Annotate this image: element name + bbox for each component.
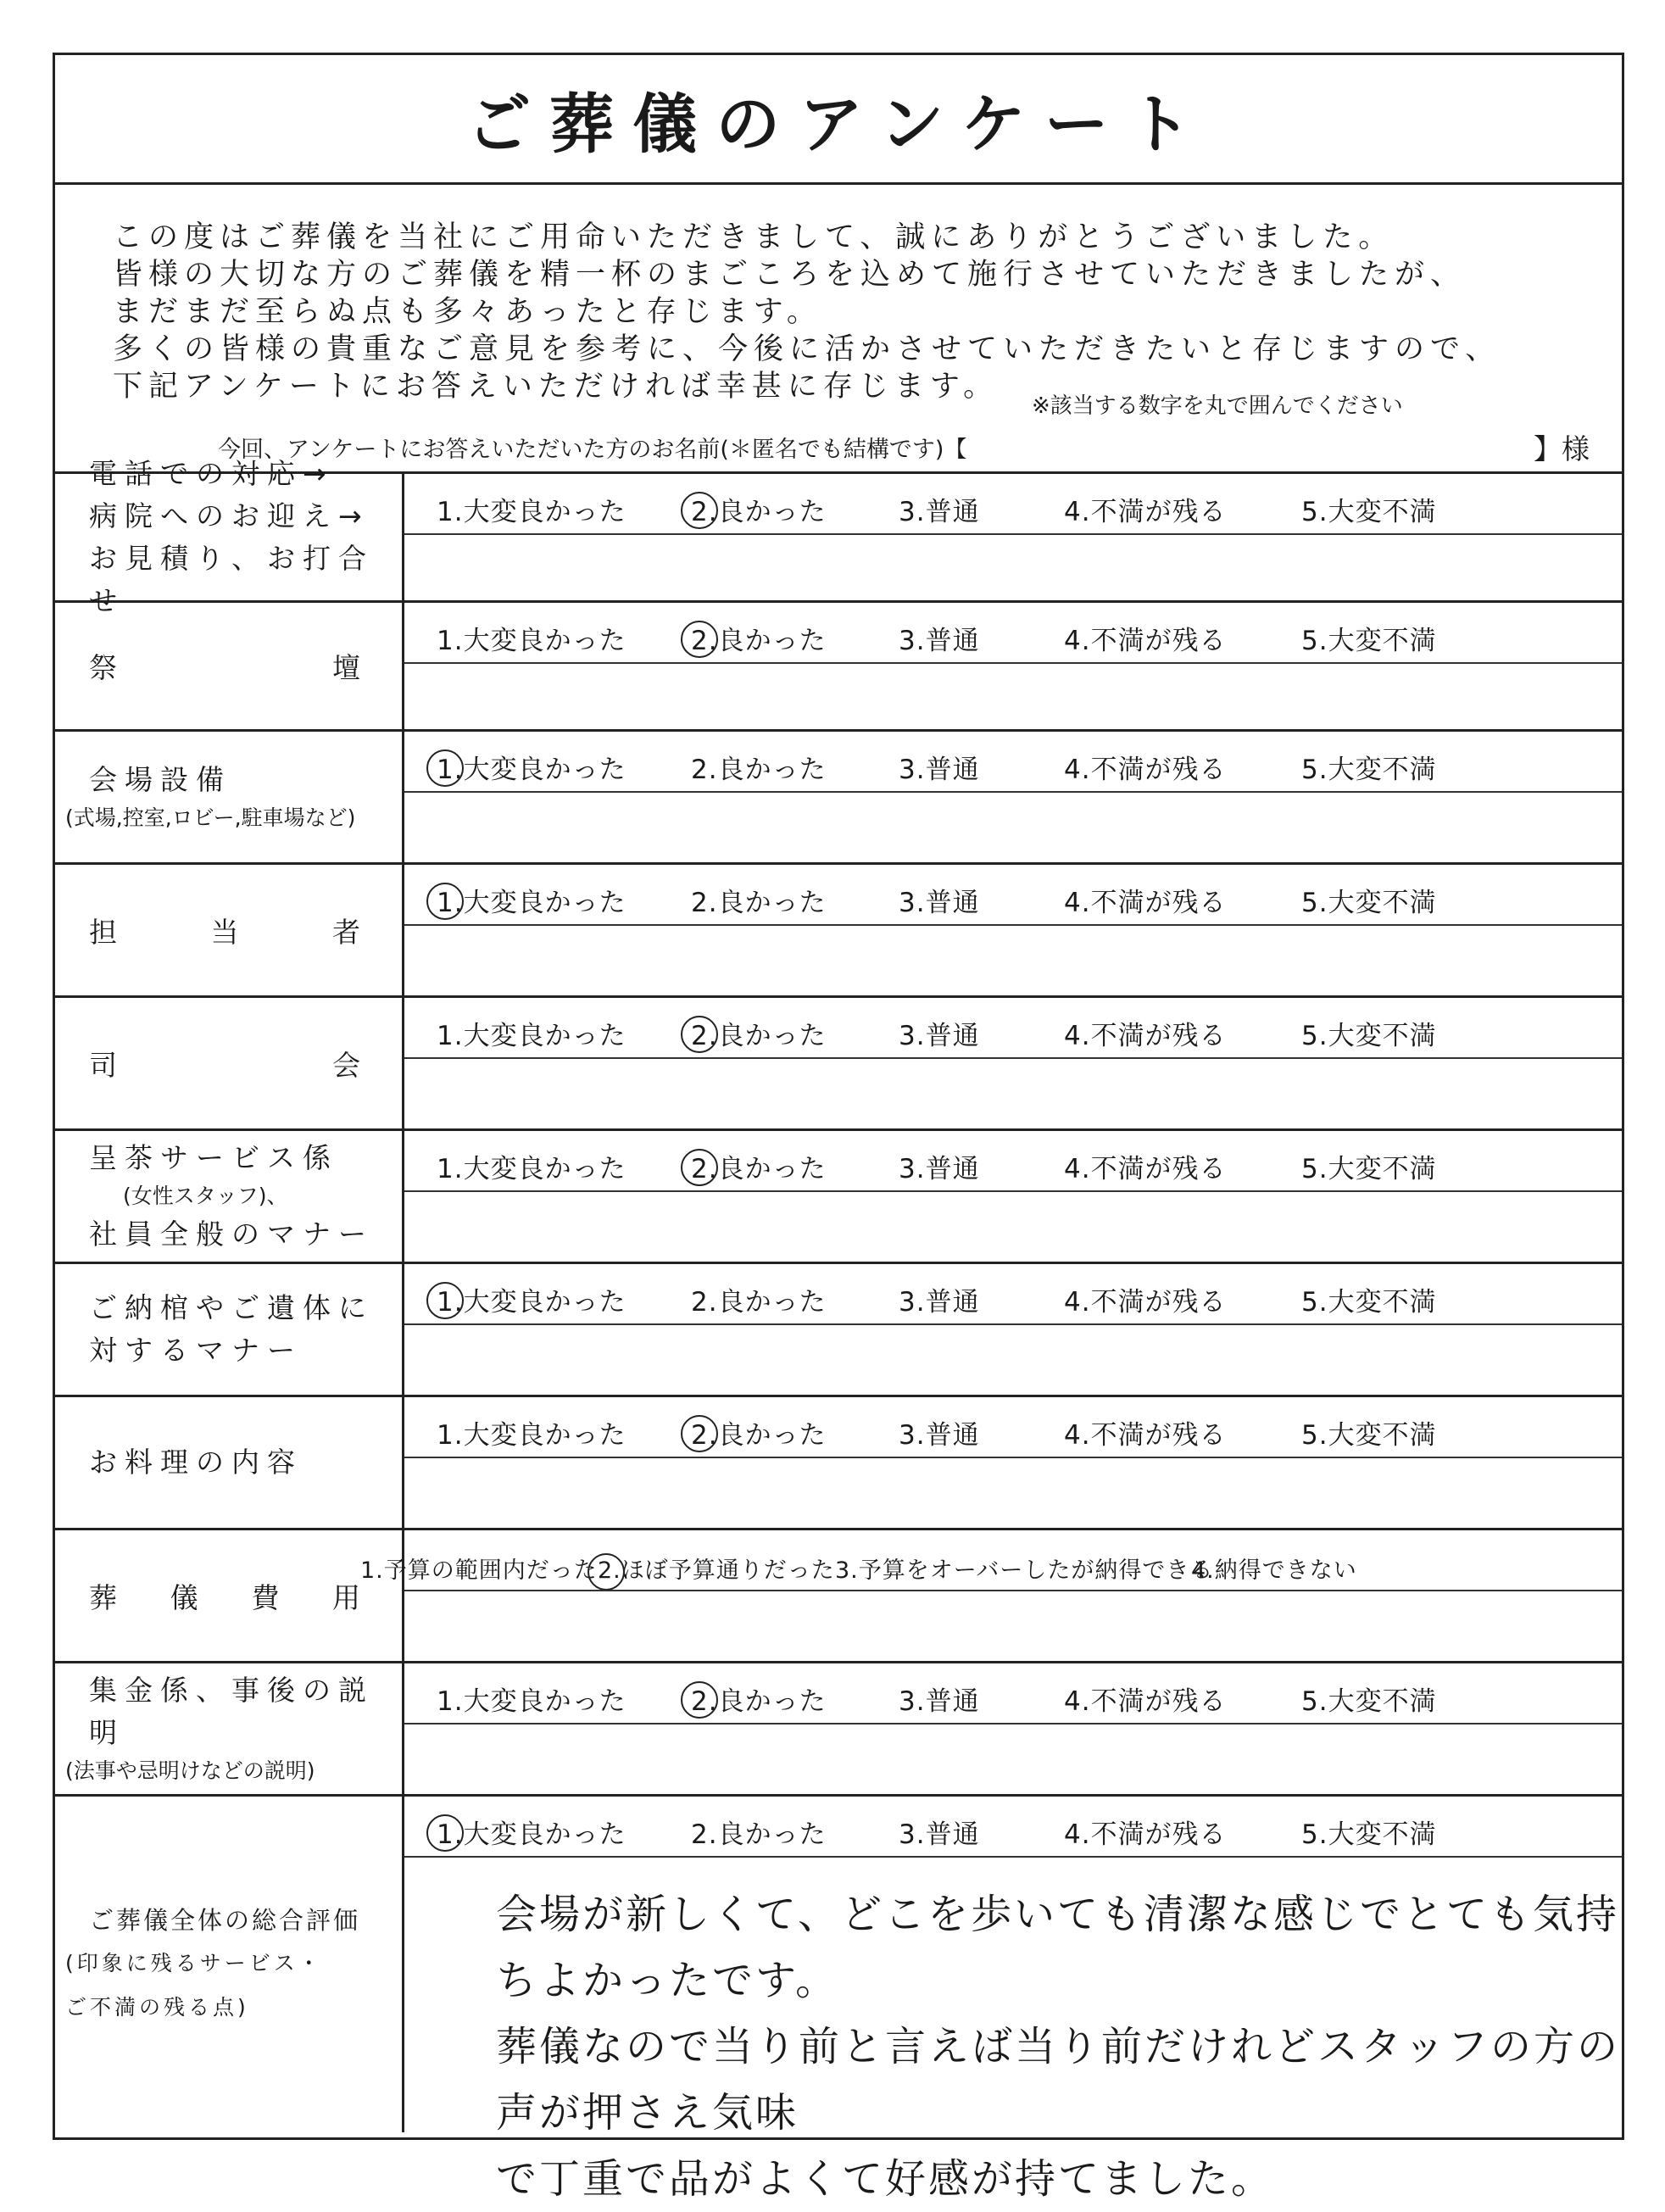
row-label — [55, 1530, 404, 1661]
rating-option-label: 5.大変不満 — [1301, 1021, 1437, 1051]
rating-option-label: 5.大変不満 — [1301, 1154, 1437, 1184]
intro-line: まだまだ至らぬ点も多々あったと存じます。 — [113, 295, 822, 329]
rating-row — [55, 1530, 1622, 1663]
rating-option-2[interactable] — [691, 619, 827, 657]
row-label — [55, 998, 404, 1128]
rating-row — [55, 1264, 1622, 1397]
rating-option-2[interactable] — [691, 748, 827, 786]
rating-option-label: 5.大変不満 — [1301, 888, 1437, 918]
rating-option-label: 3.普通 — [899, 1819, 980, 1850]
ruled-line — [404, 1723, 1622, 1724]
rating-options — [437, 610, 1588, 657]
rating-option-1[interactable] — [437, 490, 626, 528]
row-label-text: 電話での対応→ — [89, 456, 334, 490]
rating-option-1[interactable] — [360, 1552, 598, 1585]
rating-option-label: 4.不満が残る — [1064, 626, 1227, 656]
row-label-sub: (印象に残るサービス・ご不満の残る点) — [65, 1951, 323, 2020]
comment-line: 葬儀なので当り前と言えば当り前だけれどスタッフの方の声が押さえ気味 — [496, 2023, 1621, 2137]
row-label-text: 病院へのお迎え→ — [89, 499, 370, 532]
rating-option-label: 1.大変良かった — [437, 1819, 626, 1850]
ruled-line — [404, 662, 1622, 664]
comment-line: で丁重で品がよくて好感が持てました。 — [496, 2155, 1275, 2203]
rating-option-4[interactable] — [1064, 748, 1227, 786]
intro-line: 下記アンケートにお答えいただければ幸甚に存じます。 — [113, 370, 1000, 404]
rating-option-3[interactable] — [899, 1280, 980, 1318]
rating-option-2[interactable] — [691, 490, 827, 528]
rating-option-2[interactable] — [691, 1680, 827, 1718]
rating-option-label: 3.普通 — [899, 1287, 980, 1318]
rating-option-label: 2.良かった — [691, 755, 827, 785]
row-label-text — [89, 1576, 360, 1616]
rating-option-4[interactable] — [1064, 1147, 1227, 1185]
row-label-char: 葬 — [89, 1580, 117, 1614]
rating-row — [55, 865, 1622, 998]
rating-option-label: 3.普通 — [899, 755, 980, 785]
row-label — [55, 865, 404, 995]
rating-option-label: 5.大変不満 — [1301, 497, 1437, 527]
rating-option-2[interactable] — [691, 1280, 827, 1318]
respondent-name-label: 今回、アンケートにお答えいただいた方のお名前(＊匿名でも結構です)【 — [218, 437, 967, 463]
rating-option-1[interactable] — [437, 1147, 626, 1185]
rating-option-1[interactable] — [437, 1680, 626, 1718]
row-label-char: 会 — [332, 1048, 360, 1082]
rating-row — [55, 998, 1622, 1131]
rating-option-label: 1.大変良かった — [437, 755, 626, 785]
rating-option-5[interactable] — [1301, 1147, 1437, 1185]
rating-options — [437, 1138, 1588, 1185]
rating-option-4[interactable] — [1064, 1413, 1227, 1451]
row-label — [55, 456, 404, 617]
selected-circle-mark — [681, 621, 718, 658]
rating-option-4[interactable] — [1064, 1280, 1227, 1318]
rating-option-4[interactable] — [1064, 490, 1227, 528]
circle-instruction: ※該当する数字を丸で囲んでください — [1032, 393, 1403, 419]
row-label-text: 対するマナー — [89, 1334, 303, 1367]
rating-option-label: 1.大変良かった — [437, 1021, 626, 1051]
rating-option-5[interactable] — [1301, 748, 1437, 786]
respondent-name-suffix: 】様 — [1534, 432, 1590, 465]
rating-option-1[interactable] — [437, 1280, 626, 1318]
rating-row — [55, 1131, 1622, 1264]
rating-option-3[interactable] — [899, 881, 980, 919]
rating-row — [55, 1663, 1622, 1797]
selected-circle-mark — [426, 1282, 464, 1319]
ruled-line — [404, 1457, 1622, 1458]
rating-row — [55, 1397, 1622, 1530]
selected-circle-mark — [426, 883, 464, 920]
rating-option-5[interactable] — [1301, 881, 1437, 919]
rating-option-label: 2.良かった — [691, 1287, 827, 1318]
rating-option-label: 2.良かった — [691, 626, 827, 656]
rating-option-3[interactable] — [899, 1147, 980, 1185]
rating-option-label: 4.不満が残る — [1064, 497, 1227, 527]
rating-option-2[interactable] — [691, 881, 827, 919]
rating-option-2[interactable] — [691, 1813, 827, 1851]
rating-option-label: 4.不満が残る — [1064, 1154, 1227, 1184]
row-label — [55, 603, 404, 729]
rating-option-label: 1.大変良かった — [437, 1686, 626, 1717]
rating-option-label: 4.不満が残る — [1064, 755, 1227, 785]
intro-line: 皆様の大切な方のご葬儀を精一杯のまごころを込めて施行させていただきましたが、 — [113, 258, 1467, 292]
row-label-sub: (法事や忌明けなどの説明) — [65, 1758, 315, 1783]
selected-circle-mark — [426, 749, 464, 787]
rating-options — [437, 872, 1588, 919]
row-label-char: 司 — [89, 1048, 117, 1082]
rating-option-3[interactable] — [899, 1413, 980, 1451]
rating-option-1[interactable] — [437, 1813, 626, 1851]
rating-option-3[interactable] — [899, 1014, 980, 1052]
intro-line: この度はご葬儀を当社にご用命いただきまして、誠にありがとうございました。 — [113, 220, 1395, 254]
rating-option-5[interactable] — [1301, 1813, 1437, 1851]
comment-line: 会場が新しくて、どこを歩いても清潔な感じでとても気持ちよかったです。 — [496, 1891, 1620, 2004]
rating-option-5[interactable] — [1301, 1280, 1437, 1318]
rating-row — [55, 603, 1622, 732]
rating-option-4[interactable] — [1064, 1680, 1227, 1718]
rating-option-label: 2.良かった — [691, 1021, 827, 1051]
rating-options — [360, 1537, 1588, 1585]
rating-option-2[interactable] — [691, 1014, 827, 1052]
rating-option-3[interactable] — [899, 490, 980, 528]
rating-option-label: 2.良かった — [691, 1819, 827, 1850]
rating-option-1[interactable] — [437, 1413, 626, 1451]
row-label-char: 担 — [89, 915, 117, 949]
rating-option-5[interactable] — [1301, 1014, 1437, 1052]
rating-option-1[interactable] — [437, 748, 626, 786]
rating-option-label: 3.普通 — [899, 1420, 980, 1451]
rating-option-label: 3.予算をオーバーしたが納得できる — [835, 1557, 1214, 1584]
rating-option-label: 1.大変良かった — [437, 1287, 626, 1318]
rating-option-4[interactable] — [1191, 1552, 1357, 1585]
rating-option-3[interactable] — [899, 748, 980, 786]
rating-options — [437, 1005, 1588, 1052]
rating-option-label: 2.良かった — [691, 1420, 827, 1451]
rating-option-label: 5.大変不満 — [1301, 1287, 1437, 1318]
rating-option-3[interactable] — [899, 1680, 980, 1718]
rating-option-4[interactable] — [1064, 1813, 1227, 1851]
intro-line: 多くの皆様の貴重なご意見を参考に、今後に活かさせていただきたいと存じますので、 — [113, 332, 1501, 366]
row-label-text — [89, 646, 360, 686]
row-label-text: ご納棺やご遺体に — [89, 1291, 374, 1324]
rating-row — [55, 1797, 1622, 2203]
rating-option-label: 3.普通 — [899, 1154, 980, 1184]
ruled-line — [404, 924, 1622, 926]
row-label-text: 社員全般のマナー — [89, 1217, 374, 1251]
form-title: ご葬儀のアンケート — [55, 55, 1622, 185]
row-label — [55, 1663, 404, 1794]
rating-option-3[interactable] — [899, 619, 980, 657]
row-label-char: 用 — [331, 1580, 360, 1614]
rating-option-5[interactable] — [1301, 1413, 1437, 1451]
rating-option-label: 5.大変不満 — [1301, 626, 1437, 656]
rating-option-label: 5.大変不満 — [1301, 755, 1437, 785]
ruled-line — [404, 1057, 1622, 1059]
rating-option-label: 3.普通 — [899, 1686, 980, 1717]
row-label-text: 集金係、事後の説明 — [89, 1674, 374, 1749]
row-label-char: 費 — [251, 1580, 280, 1614]
selected-circle-mark — [681, 1016, 718, 1053]
rating-option-label: 1.大変良かった — [437, 1420, 626, 1451]
row-label — [55, 1397, 404, 1528]
ruled-line — [404, 1590, 1622, 1591]
selected-circle-mark — [681, 492, 718, 529]
rating-option-label: 4.不満が残る — [1064, 1287, 1227, 1318]
rating-option-label: 4.不満が残る — [1064, 888, 1227, 918]
rating-option-label: 4.納得できない — [1191, 1557, 1357, 1584]
row-label-char: 祭 — [89, 651, 117, 684]
rating-option-label: 3.普通 — [899, 888, 980, 918]
row-label-text — [89, 1044, 360, 1084]
selected-circle-mark — [587, 1553, 625, 1591]
rating-option-label: 1.大変良かった — [437, 1154, 626, 1184]
rating-option-label: 2.ほぼ予算通りだった — [598, 1557, 835, 1584]
row-label-sub: (女性スタッフ)、 — [123, 1184, 288, 1208]
rating-option-label: 5.大変不満 — [1301, 1819, 1437, 1850]
rating-option-1[interactable] — [437, 881, 626, 919]
rating-option-4[interactable] — [1064, 619, 1227, 657]
rating-option-label: 1.大変良かった — [437, 626, 626, 656]
rating-options — [437, 1271, 1588, 1318]
rating-option-1[interactable] — [437, 619, 626, 657]
selected-circle-mark — [681, 1415, 718, 1452]
rating-option-2[interactable] — [598, 1552, 835, 1585]
row-label — [55, 1797, 404, 2132]
selected-circle-mark — [426, 1814, 464, 1852]
rating-row — [55, 456, 1622, 617]
row-label-text: お料理の内容 — [89, 1446, 303, 1479]
rating-option-3[interactable] — [835, 1552, 1213, 1585]
rating-options — [437, 1670, 1588, 1718]
rating-option-1[interactable] — [437, 1014, 626, 1052]
rating-option-label: 3.普通 — [899, 1021, 980, 1051]
rating-option-label: 1.予算の範囲内だった — [360, 1557, 598, 1584]
rating-option-label: 5.大変不満 — [1301, 1420, 1437, 1451]
row-label-char: 当 — [210, 915, 239, 949]
ruled-line — [404, 791, 1622, 793]
ruled-line — [404, 1190, 1622, 1192]
rating-option-label: 3.普通 — [899, 497, 980, 527]
row-label-char: 壇 — [332, 651, 360, 684]
rating-options — [437, 1803, 1588, 1851]
intro-section — [55, 185, 1622, 474]
row-label — [55, 1131, 404, 1262]
handwritten-comment — [496, 1881, 1622, 2212]
rating-option-5[interactable] — [1301, 490, 1437, 528]
rating-option-label: 2.良かった — [691, 1154, 827, 1184]
rating-option-2[interactable] — [691, 1413, 827, 1451]
ruled-line — [404, 533, 1622, 535]
rating-options — [437, 481, 1588, 528]
selected-circle-mark — [681, 1681, 718, 1719]
row-label-char: 者 — [332, 915, 360, 949]
row-label — [55, 1264, 404, 1395]
row-label-text: 呈茶サービス係 — [89, 1141, 338, 1174]
row-label-text — [89, 911, 360, 950]
rating-option-label: 1.大変良かった — [437, 497, 626, 527]
survey-sheet — [53, 53, 1624, 2203]
rating-option-label: 1.大変良かった — [437, 888, 626, 918]
row-label-char: 儀 — [170, 1580, 198, 1614]
rating-row — [55, 732, 1622, 865]
intro-text — [113, 219, 1501, 405]
rating-option-3[interactable] — [899, 1813, 980, 1851]
rating-option-label: 2.良かった — [691, 497, 827, 527]
rating-option-label: 2.良かった — [691, 1686, 827, 1717]
rating-option-label: 4.不満が残る — [1064, 1021, 1227, 1051]
rating-option-label: 4.不満が残る — [1064, 1420, 1227, 1451]
rating-option-5[interactable] — [1301, 1680, 1437, 1718]
row-label-text: ご葬儀全体の総合評価 — [89, 1906, 361, 1935]
row-label — [55, 732, 404, 862]
rating-option-label: 2.良かった — [691, 888, 827, 918]
rating-options — [437, 738, 1588, 786]
rating-option-label: 5.大変不満 — [1301, 1686, 1437, 1717]
ruled-line — [404, 1323, 1622, 1325]
rating-option-label: 3.普通 — [899, 626, 980, 656]
row-label-text: お見積り、お打合せ — [89, 541, 374, 617]
rating-option-label: 4.不満が残る — [1064, 1819, 1227, 1850]
rating-option-2[interactable] — [691, 1147, 827, 1185]
rating-option-label: 4.不満が残る — [1064, 1686, 1227, 1717]
selected-circle-mark — [681, 1149, 718, 1186]
rating-options — [437, 1404, 1588, 1451]
rating-option-5[interactable] — [1301, 619, 1437, 657]
row-label-sub: (式場,控室,ロビー,駐車場など) — [65, 805, 356, 830]
rating-option-4[interactable] — [1064, 1014, 1227, 1052]
row-label-text: 会場設備 — [89, 763, 231, 796]
ruled-line — [404, 1856, 1622, 1858]
rating-option-4[interactable] — [1064, 881, 1227, 919]
